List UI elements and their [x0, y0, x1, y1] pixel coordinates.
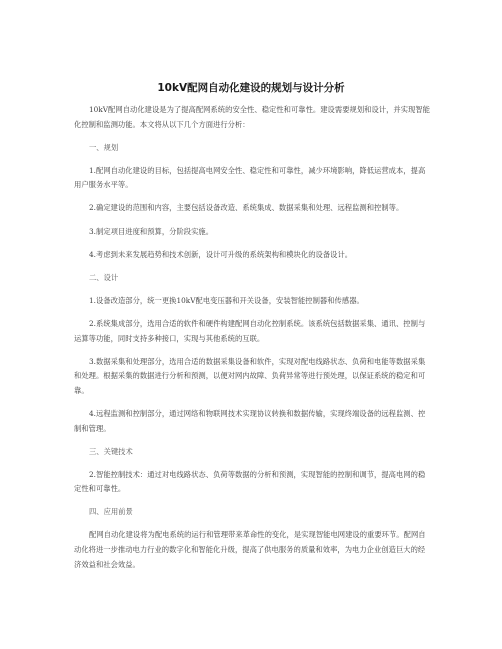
section-heading-design: 二、设计 — [89, 272, 119, 282]
planning-item-1: 1.配网自动化建设的目标，包括提高电网安全性、稳定性和可靠性，减少环境影响，降低运营成本，提高用户服务水平等。 — [74, 165, 426, 190]
intro-paragraph: 10kV配网自动化建设是为了提高配网系统的安全性、稳定性和可靠性。建设需要规划和设计，并实现智能化控制和监测功能。本文将从以下几个方面进行分析： — [74, 105, 430, 129]
planning-item-2: 2.确定建设的范围和内容，主要包括设备改造、系统集成、数据采集和处理、远程监测和控制等。 — [89, 203, 404, 213]
section-heading-key-tech: 三、关键技术 — [89, 446, 133, 456]
section-heading-planning: 一、规划 — [89, 142, 119, 152]
document-title: 10kV配网自动化建设的规划与设计分析 — [157, 82, 345, 94]
planning-item-4: 4.考虑到未来发展趋势和技术创新，设计可升级的系统架构和模块化的设备设计。 — [89, 249, 353, 259]
prospects-paragraph: 配网自动化建设将为配电系统的运行和管理带来革命性的变化，是实现智能电网建设的重要环节。配网自动化将进一步推动电力行业的数字化和智能化升级，提高了供电服务的质量和效率，为电力企业创造巨大的经济效益和社会效益。 — [74, 530, 426, 569]
key-tech-item-2: 2.智能控制技术：通过对电线路状态、负荷等数据的分析和预测，实现智能的控制和调节，提高电网的稳定性和可靠性。 — [74, 469, 426, 494]
design-item-1: 1.设备改造部分，统一更换10kV配电变压器和开关设备，安装智能控制器和传感器。 — [89, 295, 364, 305]
planning-item-3: 3.制定项目进度和预算，分阶段实施。 — [89, 226, 214, 236]
section-heading-prospects: 四、应用前景 — [89, 507, 133, 517]
design-item-2: 2.系统集成部分，选用合适的软件和硬件构建配网自动化控制系统。该系统包括数据采集、通讯、控制与运算等功能，同时支持多种接口，实现与其他系统的互联。 — [74, 318, 426, 343]
design-item-4: 4.远程监测和控制部分，通过网络和物联网技术实现协议转换和数据传输，实现终端设备的远程监测、控制和管理。 — [74, 408, 426, 433]
design-item-3: 3.数据采集和处理部分，选用合适的数据采集设备和软件，实现对配电线路状态、负荷和电能等数据采集和处理。根据采集的数据进行分析和预测，以便对网内故障、负荷异常等进行预处理，以保证系统的稳定和可靠。 — [74, 356, 426, 395]
document-body — [74, 103, 430, 572]
